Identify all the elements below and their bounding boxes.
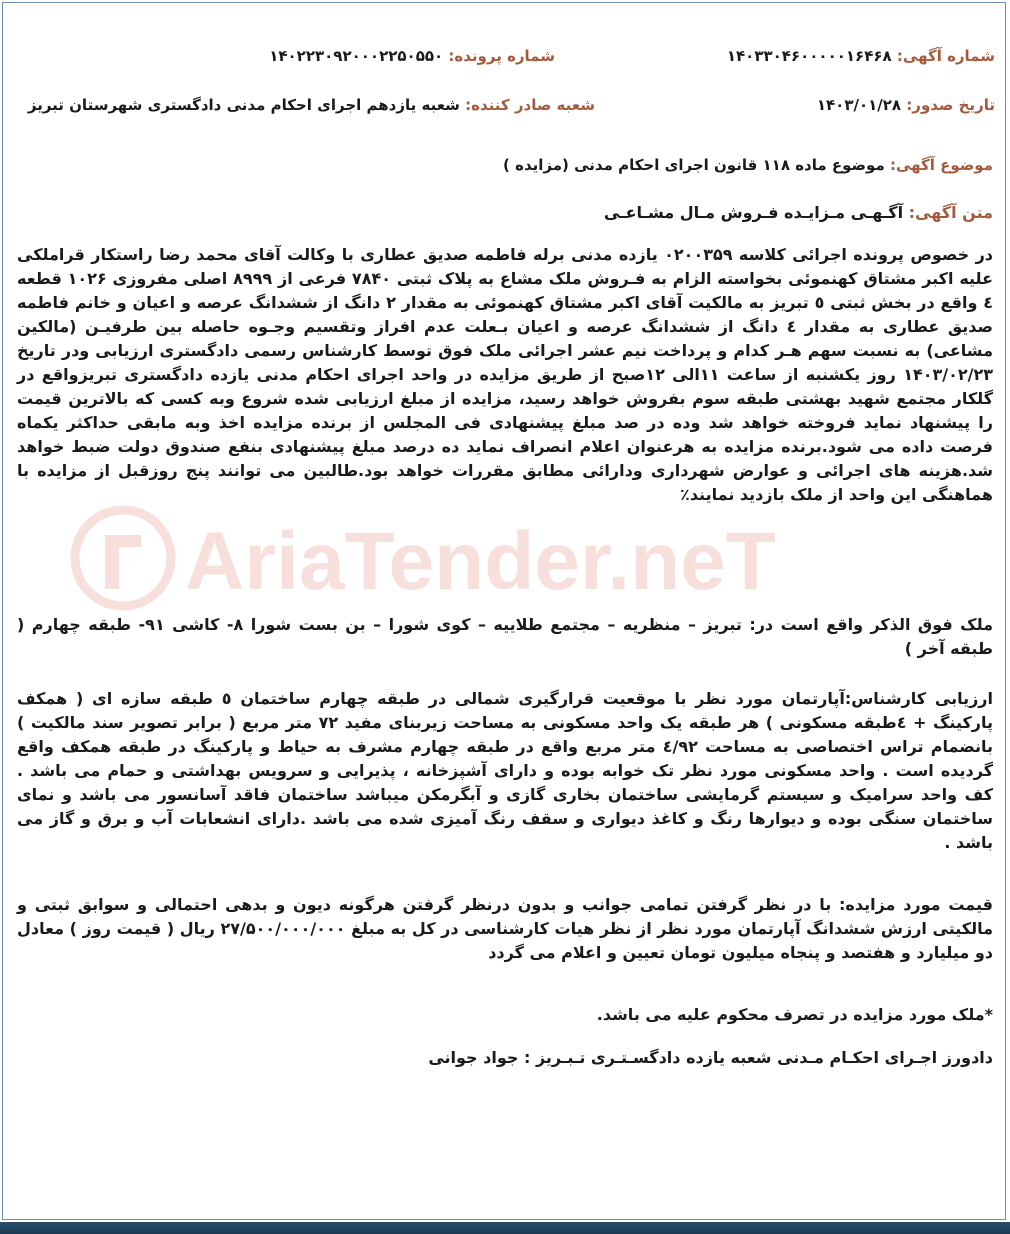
body-paragraph-possession: *ملک مورد مزایده در تصرف محکوم علیه می باشد. [596,1005,993,1024]
topic-value: موضوع ماده ۱۱۸ قانون اجرای احکام مدنی (مزایده ) [503,156,885,174]
issue-date-label: تاریخ صدور: [906,96,995,114]
text-title-row [604,203,993,222]
bottom-bar [0,1222,1010,1234]
issuer-label: شعبه صادر کننده: [465,96,595,114]
issuer-value: شعبه یازدهم اجرای احکام مدنی دادگستری شهرستان تبریز [27,96,460,114]
case-number-value: ۱۴۰۲۲۳۰۹۲۰۰۰۲۲۵۰۵۵۰ [269,47,444,65]
ad-number [727,47,995,65]
watermark-ring-icon [75,510,171,606]
body-paragraph-location: ملک فوق الذکر واقع است در: تبریز – منظریه – مجتمع طلاییه – کوی شورا – بن بست شورا ۸- کاشی ۹۱- طبقه چهارم ( طبقه آخر ) [17,615,994,658]
case-number-label: شماره پرونده: [448,47,555,65]
document-frame [2,2,1006,1220]
issue-date [817,96,995,114]
watermark-text: AriaTender.neT [185,516,776,607]
issuer [28,96,595,114]
ad-number-label: شماره آگهی: [896,47,995,65]
topic-label: موضوع آگهی: [889,156,993,174]
meta-row-numbers [15,47,995,77]
ad-number-value: ۱۴۰۳۳۰۴۶۰۰۰۰۰۱۶۴۶۸ [726,47,892,65]
topic-row [503,156,993,174]
signature-line: دادورز اجـرای احکـام مـدنی شعبه یازده دادگسـتـری تـبـریز : جواد جوانی [428,1048,993,1067]
text-title-value: آگـهـی مـزایـده فـروش مـال مشـاعـی [603,203,904,222]
watermark-logo [63,493,776,623]
watermark-hammer-icon [105,535,141,589]
text-title-label: متن آگهی: [908,203,993,222]
meta-row-date-issuer [15,96,995,126]
body-paragraph-appraisal: ارزیابی کارشناس:آپارتمان مورد نظر با موقعیت قرارگیری شمالی در طبقه چهارم ساختمان ٥ طبقه سازه ای ( همکف پارکینگ + ٤طبقه مسکونی ) هر طبقه یک واحد مسکونی به مساحت زیربنای مفید ۷۲ متر مربع ( برابر تصویر سند مالکیت ) بانضمام تراس اختصاصی به مساحت ٤/۹۲ متر مربع واقع در طبقه چهارم مشرف به حیاط و پارکینگ در طبقه همکف واقع گردیده است . واحد مسکونی مورد نظر تک خوابه بوده و دارای آشپزخانه ، پذیرایی و سرویس بهداشتی و حمام می باشد . کف واحد سرامیک و سیستم گرمایشی ساختمان بخاری گازی و آبگرمکن میباشد ساختمان فاقد آسانسور می باشد و نمای ساختمان سنگی بوده و دیوارها رنگ و کاغذ دیواری و سقف رنگ آمیزی شده می باشد .دارای انشعابات آب و برق و گاز می باشد . [17,689,994,852]
body-paragraph-price: قیمت مورد مزایده: با در نظر گرفتن تمامی جوانب و بدون درنظر گرفتن هرگونه دیون و بدهی احتمالی و سوابق ثبتی و مالکیتی ارزش ششدانگ آپارتمان مورد نظر از نظر هیات کارشناسی در کل به مبلغ ۲۷/۵۰۰/۰۰۰/۰۰۰ ریال ( قیمت روز ) معادل دو میلیارد و هفتصد و پنجاه میلیون تومان تعیین و اعلام می گردد [17,895,993,962]
issue-date-value: ۱۴۰۳/۰۱/۲۸ [816,96,902,114]
case-number [269,47,555,65]
body-paragraph-main: در خصوص پرونده اجرائی کلاسه ۰۲۰۰۳۵۹ یازده مدنی برله فاطمه صدیق عطاری با وکالت آقای محمد رضا راستکار قراملکی علیه اکبر مشتاق کهنموئی بخواسته الزام به فـروش ملک مشاع به پلاک ثبتی ۷۸۴۰ فرعی از ۸۹۹۹ اصلی مفروزی ۱۰۲۶ قطعه ٤ واقع در بخش ثبتی ٥ تبریز به مالکیت آقای اکبر مشتاق کهنموئی به مقدار ۲ دانگ از ششدانگ عرصه و اعیان و خانم فاطمه صدیق عطاری به مقدار ٤ دانگ از ششدانگ عرصه و اعیان بـعلت عدم افراز وتقسیم وجـوه حاصله بین طرفیـن (مالکین مشاعی) به نسبت سهم هـر کدام و پرداخت نیم عشر اجرائی ملک فوق توسط کارشناس رسمی دادگستری ارزیابی ودر تاریخ ۱۴۰۳/۰۲/۲۳ روز یکشنبه از ساعت ۱۱الی ۱۲صبح از طریق مزایده در واحد اجرای احکام مدنی یازده دادگستری تبریزواقع در گلکار مجتمع شهید بهشتی طبقه سوم بفروش خواهد رسید، مزایده از مبلغ ارزیابی شده شروع وبه کسی که بالاترین قیمت را پیشنهاد نماید فروخته خواهد شد وده در صد مبلغ پیشنهادی فی المجلس از برنده مزایده اخذ وبه مابقی حداکثر یکماه فرصت داده می شود.برنده مزایده به هرعنوان اعلام انصراف نماید ده درصد مبلغ پیشنهادی بنفع صندوق دولت ضبط خواهد شد.هزینه های اجرائی و عوارض شهرداری ودارائی مطابق مقررات خواهد بود.طالبین می توانند پنج روزقبل از مزایده با هماهنگی این واحد از ملک بازدید نمایند٪ [17,245,994,504]
